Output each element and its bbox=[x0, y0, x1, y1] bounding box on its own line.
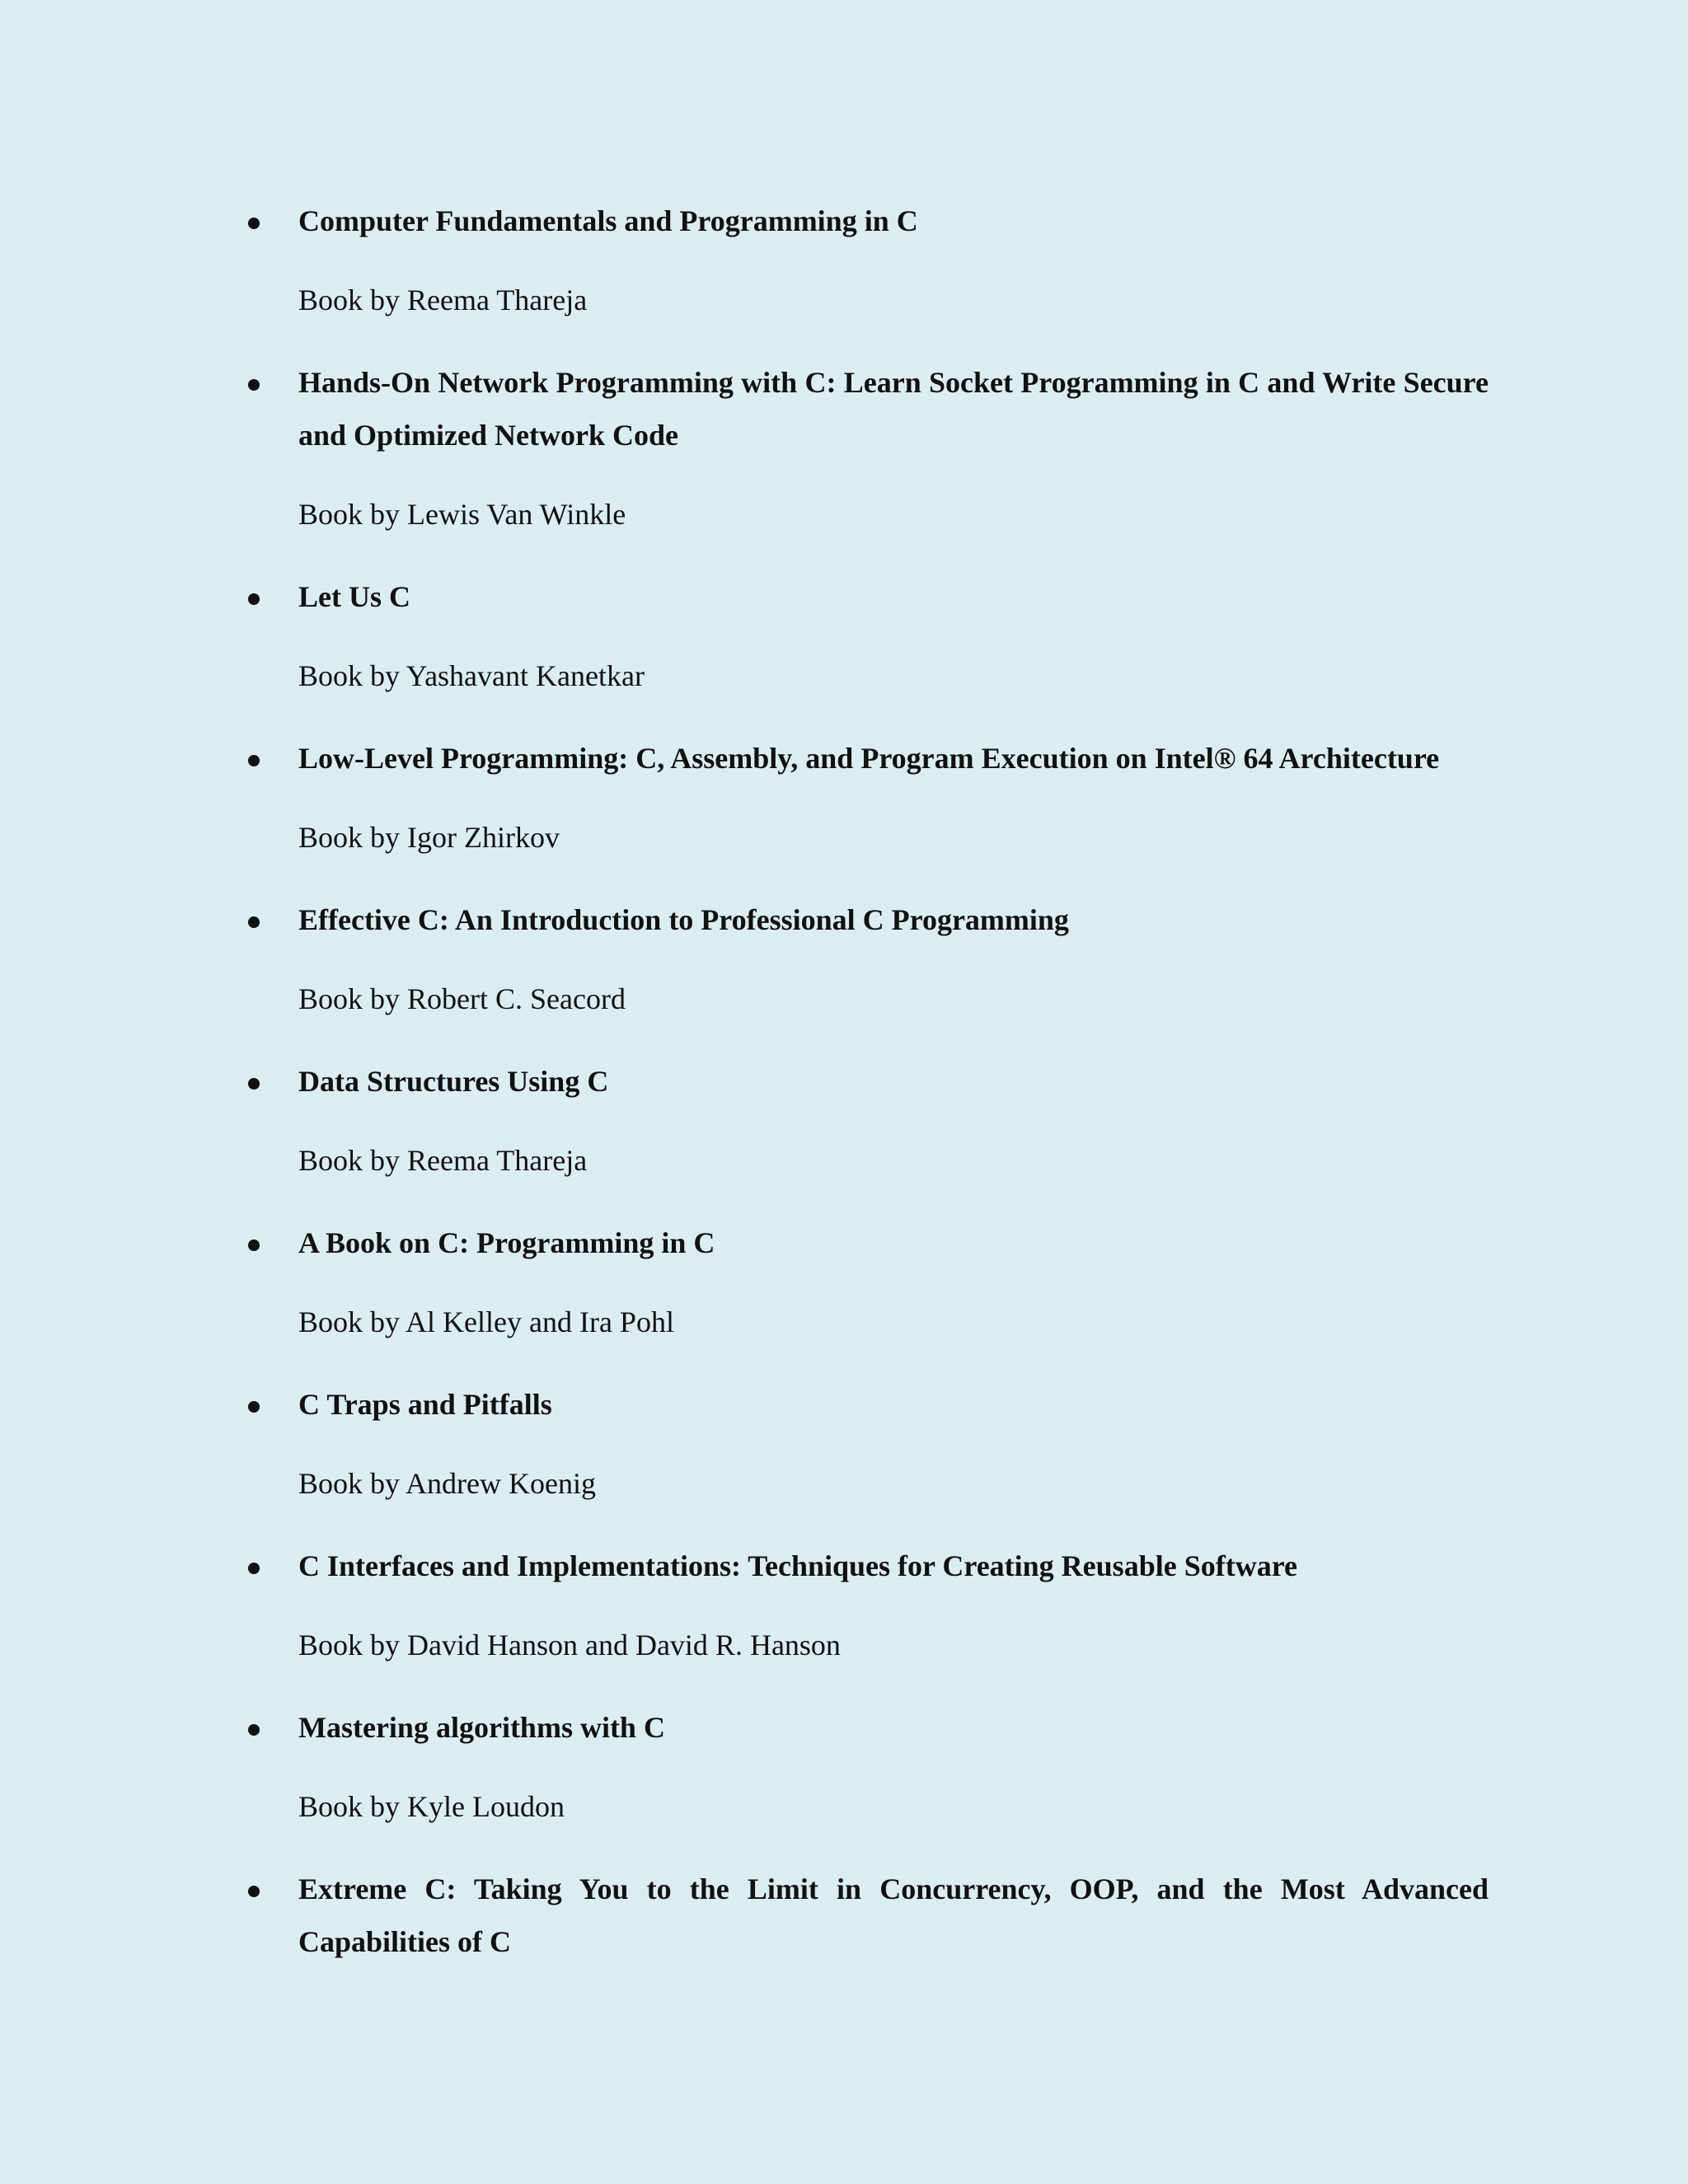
bullet-icon bbox=[248, 1240, 260, 1251]
list-item bbox=[0, 732, 1688, 864]
book-author: Book by Reema Thareja bbox=[298, 284, 588, 316]
book-title: Mastering algorithms with C bbox=[298, 1711, 665, 1744]
list-item bbox=[0, 1055, 1688, 1187]
book-author: Book by Lewis Van Winkle bbox=[298, 498, 626, 531]
bullet-icon bbox=[248, 1724, 260, 1736]
book-list bbox=[0, 194, 1688, 1968]
book-title: Extreme C: Taking You to the Limit in Concurrency, OOP, and the Most Advanced Capabilities of C bbox=[298, 1872, 1489, 1958]
bullet-icon bbox=[248, 1078, 260, 1090]
book-author: Book by Robert C. Seacord bbox=[298, 982, 626, 1015]
book-author: Book by Andrew Koenig bbox=[298, 1467, 596, 1500]
list-item bbox=[0, 1863, 1688, 1968]
list-item bbox=[0, 893, 1688, 1025]
book-title: Effective C: An Introduction to Professional C Programming bbox=[298, 903, 1069, 936]
bullet-icon bbox=[248, 593, 260, 605]
book-title: C Interfaces and Implementations: Techniques for Creating Reusable Software bbox=[298, 1549, 1297, 1582]
book-author: Book by Igor Zhirkov bbox=[298, 821, 560, 854]
list-item bbox=[0, 1378, 1688, 1510]
book-author: Book by Al Kelley and Ira Pohl bbox=[298, 1305, 674, 1338]
book-author: Book by David Hanson and David R. Hanson bbox=[298, 1629, 841, 1661]
list-item bbox=[0, 570, 1688, 702]
book-title: Let Us C bbox=[298, 580, 410, 613]
book-title: Low-Level Programming: C, Assembly, and Program Execution on Intel® 64 Architecture bbox=[298, 742, 1440, 775]
bullet-icon bbox=[248, 1886, 260, 1897]
book-title: A Book on C: Programming in C bbox=[298, 1226, 715, 1259]
list-item bbox=[0, 356, 1688, 541]
bullet-icon bbox=[248, 218, 260, 229]
list-item bbox=[0, 1701, 1688, 1833]
bullet-icon bbox=[248, 755, 260, 766]
list-item bbox=[0, 194, 1688, 326]
book-title: Computer Fundamentals and Programming in C bbox=[298, 204, 918, 237]
bullet-icon bbox=[248, 379, 260, 391]
list-item bbox=[0, 1540, 1688, 1671]
bullet-icon bbox=[248, 1401, 260, 1413]
book-title: Hands-On Network Programming with C: Learn Socket Programming in C and Write Secure and Optimized Network Code bbox=[298, 366, 1489, 452]
book-author: Book by Reema Thareja bbox=[298, 1144, 588, 1177]
list-item bbox=[0, 1216, 1688, 1348]
book-author: Book by Yashavant Kanetkar bbox=[298, 659, 645, 692]
bullet-icon bbox=[248, 1563, 260, 1574]
book-title: C Traps and Pitfalls bbox=[298, 1388, 552, 1421]
book-author: Book by Kyle Loudon bbox=[298, 1790, 565, 1823]
book-title: Data Structures Using C bbox=[298, 1065, 609, 1098]
bullet-icon bbox=[248, 916, 260, 928]
